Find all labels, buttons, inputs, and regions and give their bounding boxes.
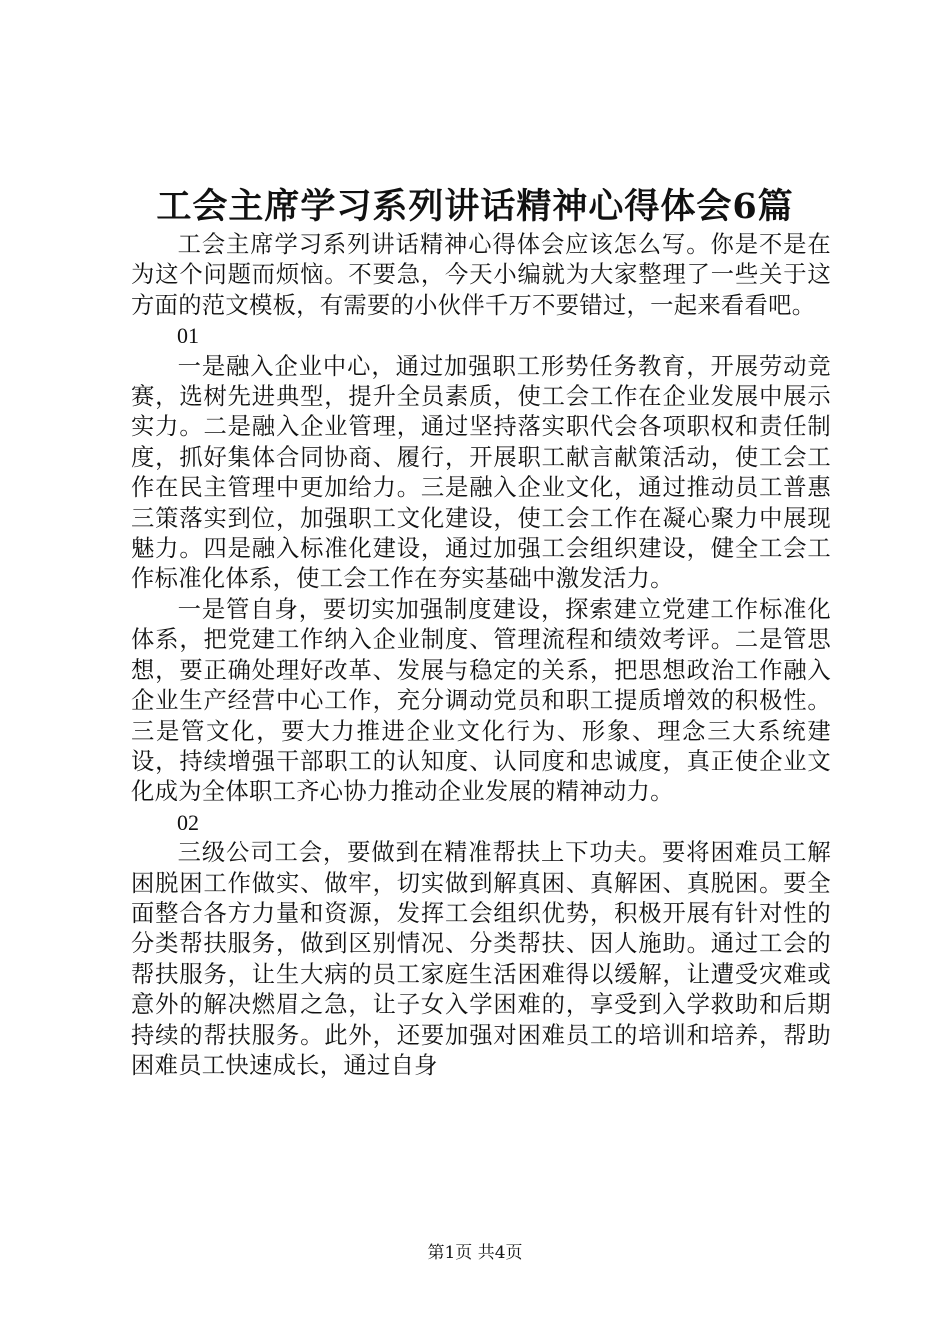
section2-paragraph-1: 三级公司工会，要做到在精准帮扶上下功夫。要将困难员工解困脱困工作做实、做牢，切实做到解真困、真解困、真脱困。要全面整合各方力量和资源，发挥工会组织优势，积极开展有针对性的分类帮扶服务，做到区别情况、分类帮扶、因人施助。通过工会的帮扶服务，让生大病的员工家庭生活困难得以缓解，让遭受灾难或意外的解决燃眉之急，让子女入学困难的，享受到入学救助和后期持续的帮扶服务。此外，还要加强对困难员工的培训和培养，帮助困难员工快速成长，通过自身 — [131, 839, 831, 1079]
section-number-01: 01 — [177, 323, 199, 349]
section-number-02: 02 — [177, 809, 199, 835]
intro-paragraph: 工会主席学习系列讲话精神心得体会应该怎么写。你是不是在为这个问题而烦恼。不要急，今天小编就为大家整理了一些关于这方面的范文模板，有需要的小伙伴千万不要错过，一起来看看吧。 — [131, 231, 831, 319]
page-footer: 第1页 共4页 — [427, 1243, 523, 1263]
document-title: 工会主席学习系列讲话精神心得体会6篇 — [156, 186, 794, 227]
document-body — [131, 230, 831, 1081]
section1-paragraph-1: 一是融入企业中心，通过加强职工形势任务教育，开展劳动竞赛，选树先进典型，提升全员素质，使工会工作在企业发展中展示实力。二是融入企业管理，通过坚持落实职代会各项职权和责任制度，抓好集体合同协商、履行，开展职工献言献策活动，使工会工作在民主管理中更加给力。三是融入企业文化，通过推动员工普惠三策落实到位，加强职工文化建设，使工会工作在凝心聚力中展现魅力。四是融入标准化建设，通过加强工会组织建设，健全工会工作标准化体系，使工会工作在夯实基础中激发活力。 — [131, 352, 831, 593]
section1-paragraph-2: 一是管自身，要切实加强制度建设，探索建立党建工作标准化体系，把党建工作纳入企业制度、管理流程和绩效考评。二是管思想，要正确处理好改革、发展与稳定的关系，把思想政治工作融入企业生产经营中心工作，充分调动党员和职工提质增效的积极性。三是管文化，要大力推进企业文化行为、形象、理念三大系统建设，持续增强干部职工的认知度、认同度和忠诚度，真正使企业文化成为全体职工齐心协力推动企业发展的精神动力。 — [131, 595, 831, 806]
